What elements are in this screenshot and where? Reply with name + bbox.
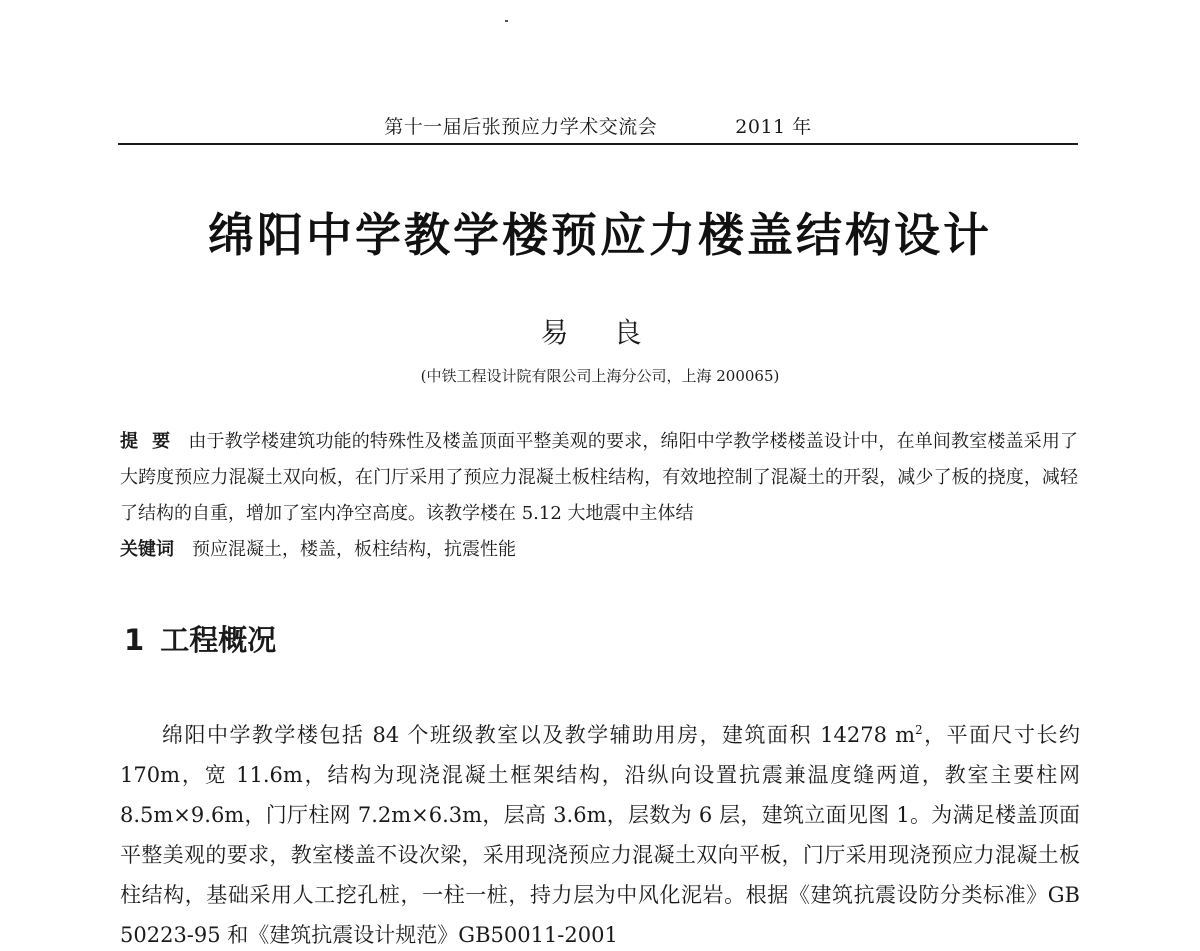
header-rule — [118, 143, 1078, 145]
scan-speck — [505, 20, 508, 22]
paper-title: 绵阳中学教学楼预应力楼盖结构设计 — [208, 208, 992, 262]
abstract-paragraph — [120, 424, 1078, 532]
keywords-text: 预应混凝土，楼盖，板柱结构，抗震性能 — [192, 539, 516, 560]
abstract-block — [120, 424, 1078, 568]
abstract-label: 提要 — [120, 431, 185, 452]
body-paragraph — [120, 715, 1080, 951]
section-title: 工程概况 — [160, 623, 277, 657]
keywords-paragraph — [120, 532, 1078, 568]
area-unit-superscript: 2 — [915, 723, 923, 737]
abstract-text: 由于教学楼建筑功能的特殊性及楼盖顶面平整美观的要求，绵阳中学教学楼楼盖设计中，在单间教室楼盖采用了大跨度预应力混凝土双向板，在门厅采用了预应力混凝土板柱结构，有效地控制了混凝土的开裂，减少了板的挠度，减轻了结构的自重，增加了室内净空高度。该教学楼在 5.12 大地震中主体结 — [120, 431, 1079, 524]
section-body — [120, 715, 1080, 951]
section-heading — [124, 618, 276, 662]
conference-year: 2011 年 — [735, 116, 812, 138]
body-text-part1: 绵阳中学教学楼包括 84 个班级教室以及教学辅助用房，建筑面积 14278 m — [162, 723, 915, 747]
running-header — [118, 112, 1078, 142]
author-name: 易 良 — [540, 316, 660, 349]
body-text-part2: ，平面尺寸长约 170m，宽 11.6m，结构为现浇混凝土框架结构，沿纵向设置抗震兼温度缝两道，教室主要柱网 8.5m×9.6m，门厅柱网 7.2m×6.3m，层高 3.6m，层数为 6 层，建筑立面见图 1。为满足楼盖顶面平整美观的要求，教室楼盖不设次梁，采用现浇预应力混凝土双向平板，门厅采用现浇预应力混凝土板柱结构，基础采用人工挖孔桩，一柱一桩，持力层为中风化泥岩。根据《建筑抗震设防分类标准》GB 50223-95 和《建筑抗震设计规范》GB50011-2001 — [120, 723, 1080, 947]
section-number: 1 — [124, 623, 145, 657]
keywords-label: 关键词 — [120, 539, 174, 560]
author-affiliation: (中铁工程设计院有限公司上海分公司，上海 200065) — [420, 367, 780, 385]
conference-name: 第十一届后张预应力学术交流会 — [384, 116, 658, 138]
